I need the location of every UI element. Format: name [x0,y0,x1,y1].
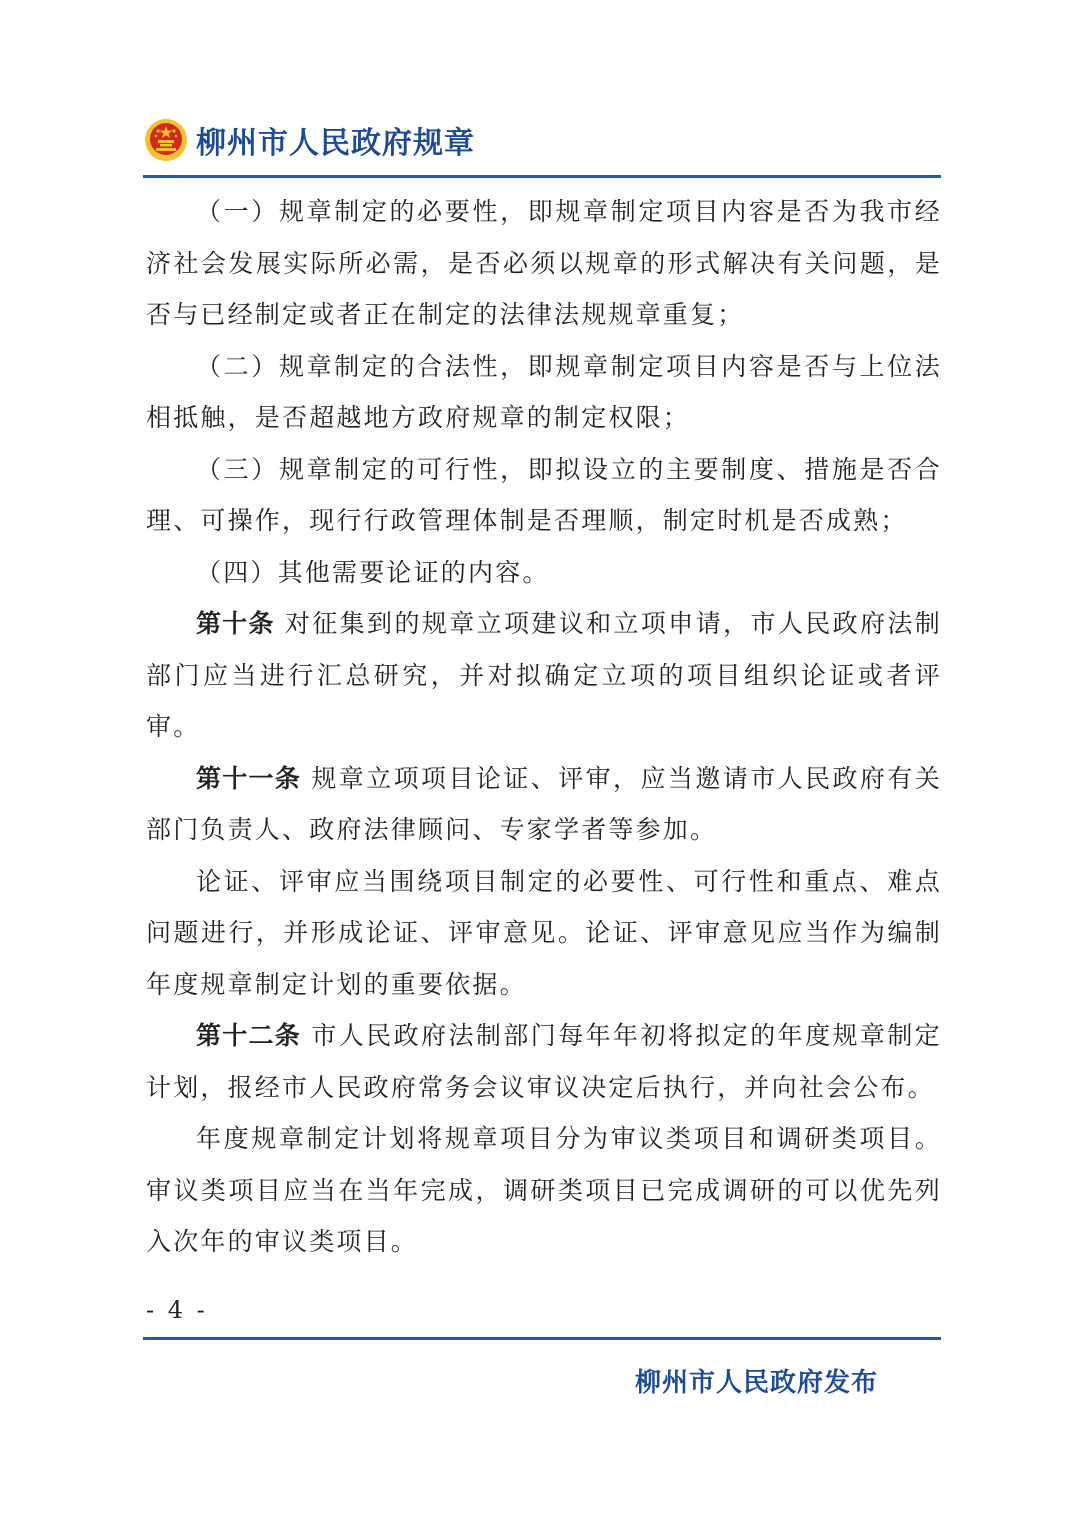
paragraph [146,547,942,599]
paragraph-text: （二）规章制定的合法性，即规章制定项目内容是否与上位法相抵触，是否超越地方政府规章的制定权限； [146,351,942,432]
header-rule [143,175,941,178]
page-number: - 4 - [146,1296,208,1324]
paragraph-text: （四）其他需要论证的内容。 [196,557,550,587]
paragraph-text: 对征集到的规章立项建议和立项申请，市人民政府法制部门应当进行汇总研究，并对拟确定立项的项目组织论证或者评审。 [146,609,942,741]
article-number: 第十一条 [196,763,301,793]
paragraph [146,1113,942,1268]
document-body [146,186,942,1268]
paragraph [146,186,942,341]
paragraph [146,444,942,547]
paragraph-text: 论证、评审应当围绕项目制定的必要性、可行性和重点、难点问题进行，并形成论证、评审意见。论证、评审意见应当作为编制年度规章制定计划的重要依据。 [146,866,942,999]
header-title: 柳州市人民政府规章 [196,126,475,161]
footer-publisher: 柳州市人民政府发布 [634,1368,878,1398]
national-emblem-icon [144,118,188,162]
article-number: 第十条 [196,609,275,638]
paragraph [146,753,942,856]
footer-rule [143,1337,941,1340]
paragraph-text: （三）规章制定的可行性，即拟设立的主要制度、措施是否合理、可操作，现行行政管理体制是否理顺，制定时机是否成熟； [146,454,942,535]
paragraph-text: 规章立项项目论证、评审，应当邀请市人民政府有关部门负责人、政府法律顾问、专家学者等参加。 [146,763,942,844]
article-number: 第十二条 [196,1021,301,1050]
paragraph [146,341,942,444]
paragraph-text: 年度规章制定计划将规章项目分为审议类项目和调研类项目。审议类项目应当在当年完成，调研类项目已完成调研的可以优先列入次年的审议类项目。 [146,1124,942,1256]
paragraph-text: 市人民政府法制部门每年年初将拟定的年度规章制定计划，报经市人民政府常务会议审议决定后执行，并向社会公布。 [146,1021,942,1102]
paragraph-text: （一）规章制定的必要性，即规章制定项目内容是否为我市经济社会发展实际所必需，是否必须以规章的形式解决有关问题，是否与已经制定或者正在制定的法律法规规章重复； [146,197,942,329]
page-header [144,112,475,168]
paragraph [146,1010,942,1113]
paragraph [146,598,942,753]
paragraph [146,856,942,1011]
